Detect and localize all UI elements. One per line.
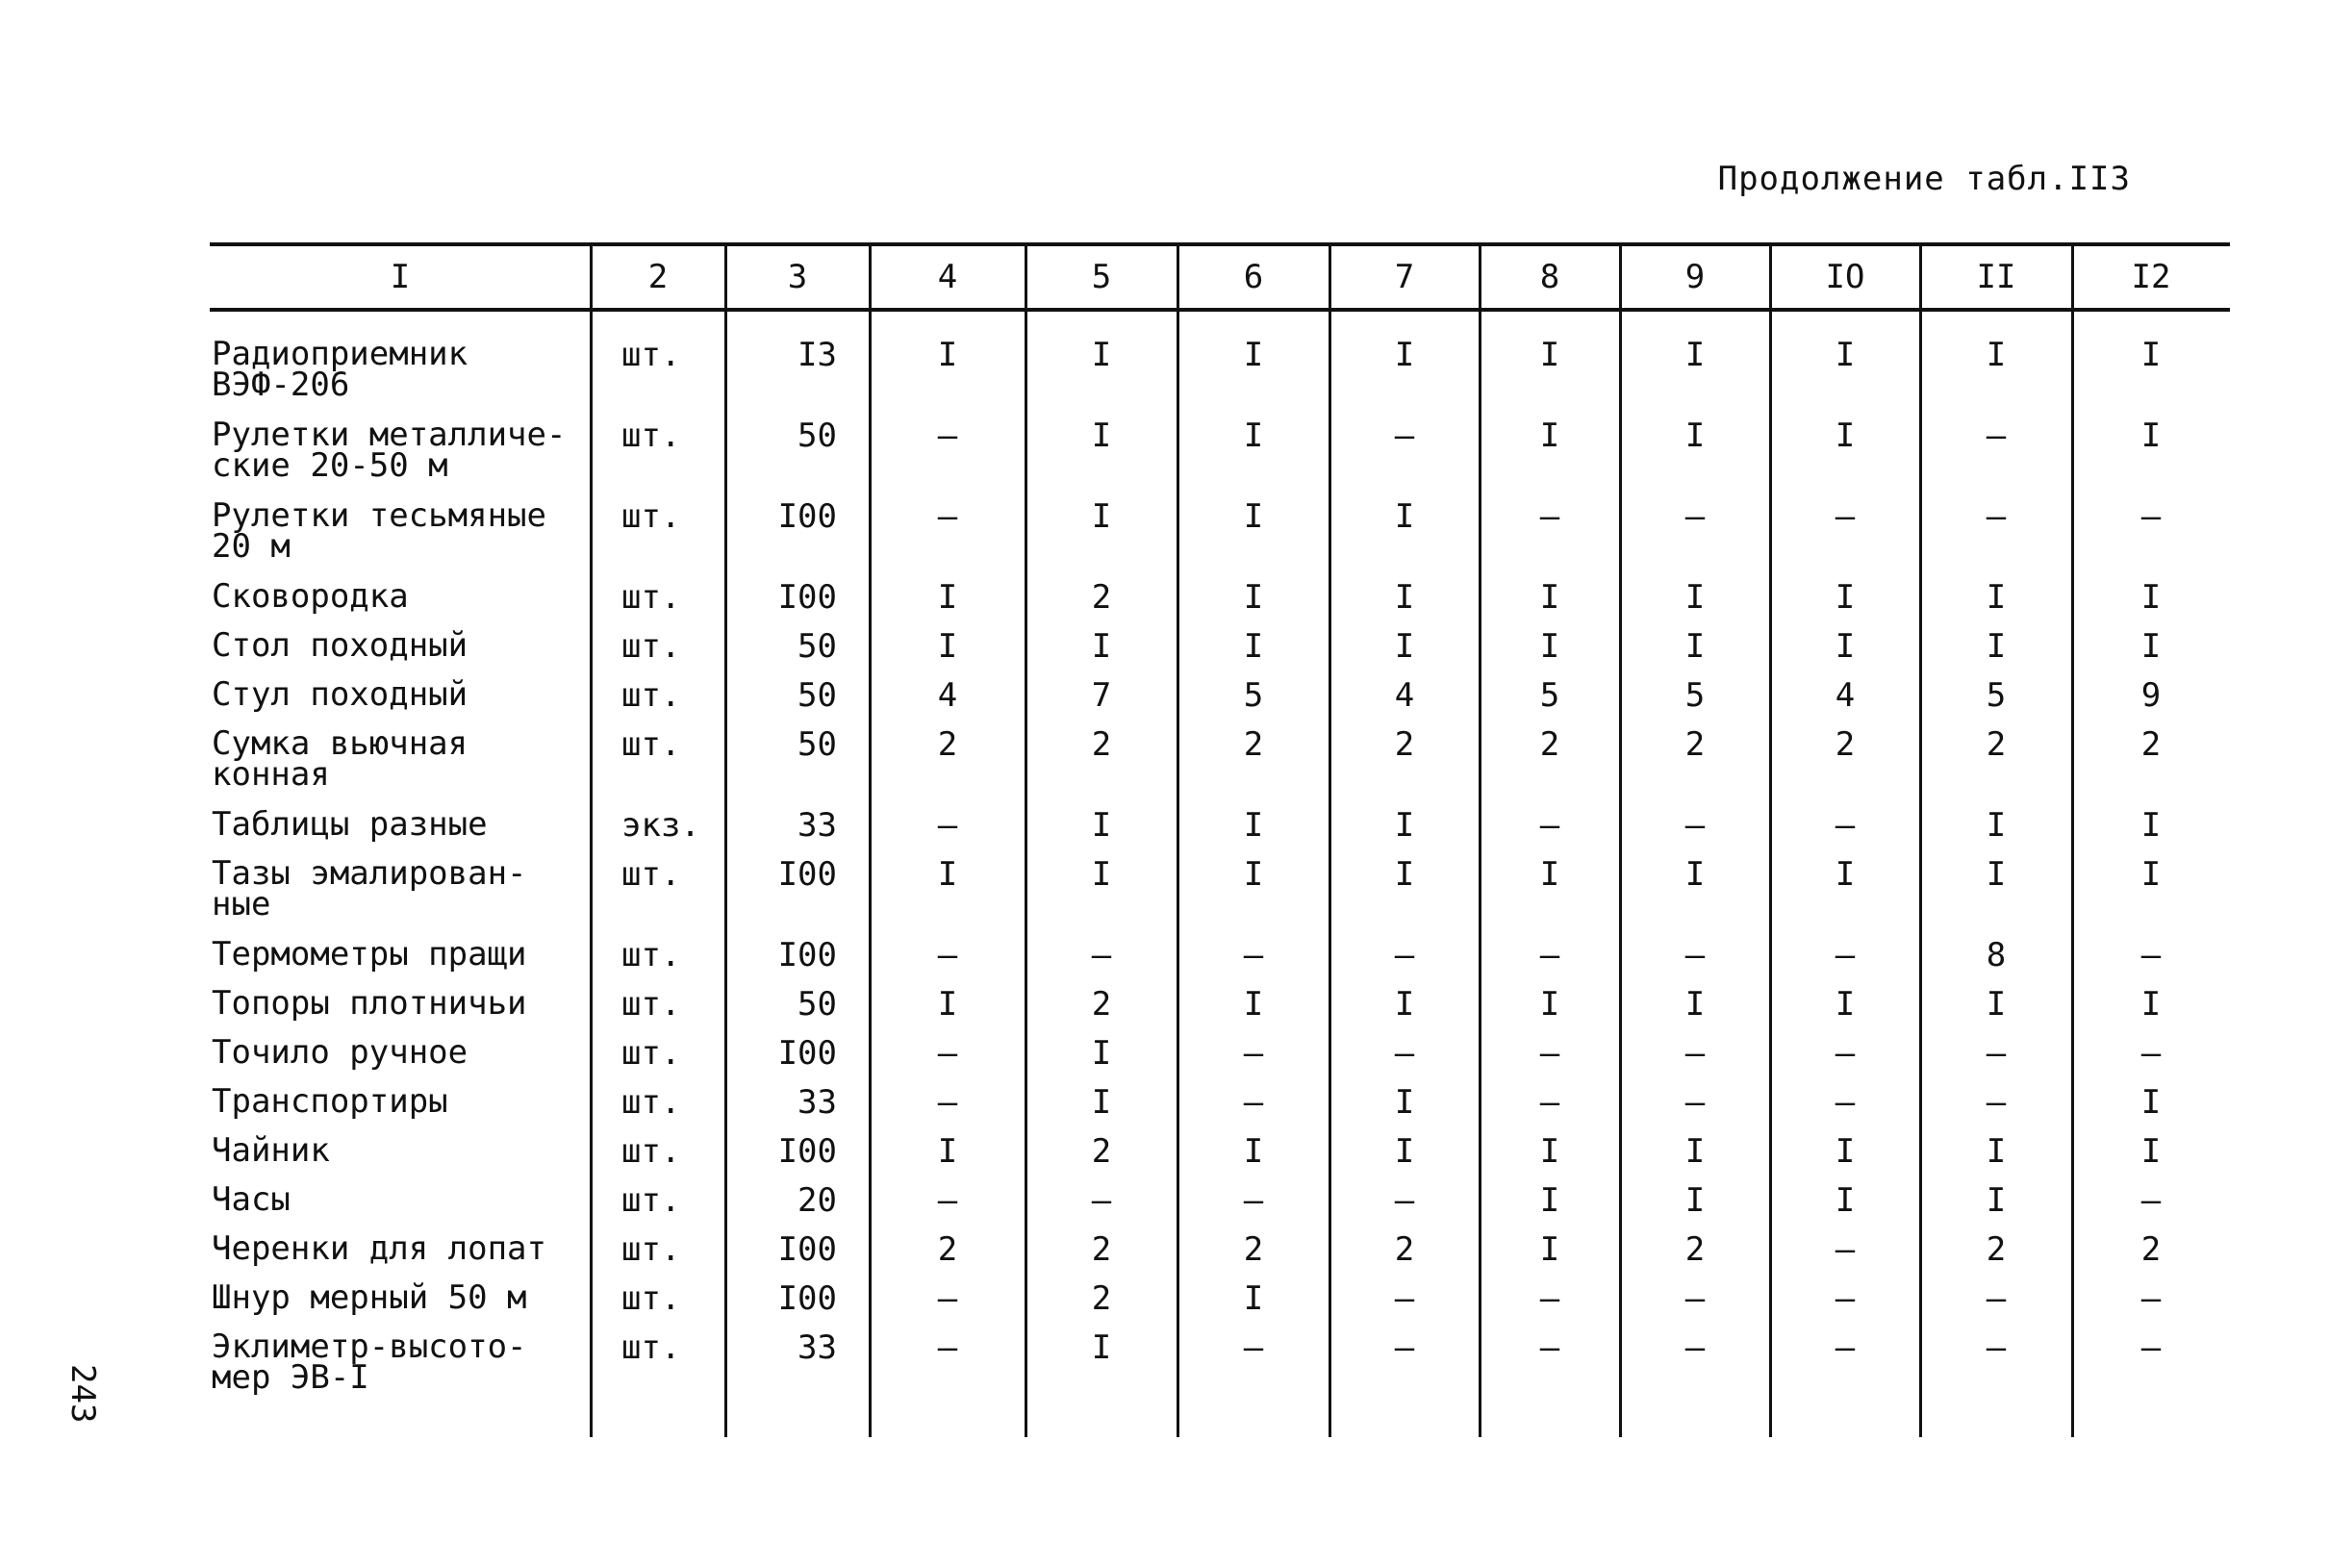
cell-value: I	[2140, 1132, 2162, 1171]
cell-value: 2	[1986, 725, 2007, 764]
cell-value: I	[2140, 855, 2162, 894]
cell-value: I	[1835, 578, 1856, 617]
table-caption: Продолжение табл.II3	[1717, 160, 2131, 198]
cell-value: I00	[777, 936, 837, 974]
cell-value: –	[1835, 1230, 1856, 1269]
cell-value: –	[1243, 1083, 1264, 1122]
item-name: Термометры пращи	[212, 935, 527, 974]
cell-value: I	[937, 985, 958, 1024]
cell-value: I	[1243, 1279, 1264, 1318]
cell-value: 2	[937, 725, 958, 764]
cell-value: I	[1986, 985, 2007, 1024]
cell-value: –	[937, 1328, 958, 1367]
cell-value: –	[1835, 1083, 1856, 1122]
cell-value: I	[937, 627, 958, 666]
cell-value: I	[1684, 417, 1706, 455]
column-header: IO	[1825, 258, 1865, 296]
cell-value: –	[1539, 1083, 1560, 1122]
cell-value: I	[1243, 627, 1264, 666]
cell-value: I00	[777, 578, 837, 617]
cell-value: –	[1539, 936, 1560, 974]
item-name: Чайник	[212, 1131, 330, 1170]
cell-value: I	[1394, 336, 1415, 374]
cell-value: I00	[777, 1230, 837, 1269]
cell-value: 2	[937, 1230, 958, 1269]
cell-value: –	[1986, 1279, 2007, 1318]
cell-value: –	[2140, 497, 2162, 536]
cell-value: 2	[1091, 1279, 1112, 1318]
cell-value: I	[1394, 627, 1415, 666]
cell-value: –	[1986, 1034, 2007, 1073]
cell-value: –	[1539, 806, 1560, 845]
cell-value: –	[1835, 806, 1856, 845]
table-top-rule	[210, 242, 2230, 246]
cell-value: I	[1539, 1132, 1560, 1171]
item-unit: шт.	[621, 936, 681, 974]
cell-value: I	[1986, 806, 2007, 845]
cell-value: –	[1684, 806, 1706, 845]
cell-value: 2	[1684, 1230, 1706, 1269]
cell-value: I	[1091, 497, 1112, 536]
item-unit: шт.	[621, 336, 681, 374]
page-number: 243	[63, 1364, 102, 1424]
cell-value: I	[1091, 417, 1112, 455]
item-unit: экз.	[621, 806, 700, 845]
column-header: 4	[937, 258, 958, 296]
cell-value: –	[1394, 936, 1415, 974]
item-unit: шт.	[621, 1034, 681, 1073]
cell-value: –	[937, 1181, 958, 1220]
cell-value: –	[1243, 936, 1264, 974]
cell-value: 5	[1684, 676, 1706, 715]
cell-value: –	[2140, 936, 2162, 974]
cell-value: 4	[937, 676, 958, 715]
cell-value: –	[2140, 1034, 2162, 1073]
cell-value: I	[1986, 855, 2007, 894]
cell-value: I	[1243, 578, 1264, 617]
cell-value: I	[1243, 985, 1264, 1024]
item-name: Эклиметр-высото- мер ЭВ-I	[212, 1328, 527, 1397]
cell-value: I	[1539, 627, 1560, 666]
cell-value: 2	[1091, 1230, 1112, 1269]
cell-value: –	[1243, 1034, 1264, 1073]
cell-value: –	[1835, 1328, 1856, 1367]
cell-value: 7	[1091, 676, 1112, 715]
item-name: Точило ручное	[212, 1033, 468, 1072]
cell-value: 4	[1835, 676, 1856, 715]
cell-value: –	[2140, 1328, 2162, 1367]
cell-value: I	[1986, 578, 2007, 617]
item-unit: шт.	[621, 627, 681, 666]
cell-value: 4	[1394, 676, 1415, 715]
cell-value: I	[1684, 336, 1706, 374]
cell-value: 2	[1091, 725, 1112, 764]
cell-value: –	[1684, 1328, 1706, 1367]
cell-value: –	[937, 1083, 958, 1122]
cell-value: –	[1835, 497, 1856, 536]
cell-value: I	[1835, 627, 1856, 666]
cell-value: I	[1684, 1132, 1706, 1171]
column-header: 3	[787, 258, 808, 296]
cell-value: –	[1394, 1034, 1415, 1073]
cell-value: 2	[1684, 725, 1706, 764]
column-header: 9	[1684, 258, 1706, 296]
cell-value: I	[1539, 417, 1560, 455]
item-unit: шт.	[621, 676, 681, 715]
cell-value: 5	[1986, 676, 2007, 715]
item-name: Черенки для лопат	[212, 1229, 546, 1268]
cell-value: I	[2140, 985, 2162, 1024]
cell-value: 2	[1835, 725, 1856, 764]
column-divider	[590, 242, 593, 1437]
cell-value: I	[1091, 1328, 1112, 1367]
cell-value: 9	[2140, 676, 2162, 715]
cell-value: I	[1394, 497, 1415, 536]
cell-value: 2	[1243, 1230, 1264, 1269]
cell-value: I	[1684, 578, 1706, 617]
cell-value: –	[2140, 1279, 2162, 1318]
cell-value: I	[1394, 578, 1415, 617]
cell-value: –	[937, 1034, 958, 1073]
cell-value: I	[1394, 1132, 1415, 1171]
cell-value: 50	[797, 725, 837, 764]
cell-value: 2	[1091, 1132, 1112, 1171]
cell-value: I	[1091, 1034, 1112, 1073]
cell-value: I	[937, 1132, 958, 1171]
cell-value: I	[1091, 806, 1112, 845]
item-name: Часы	[212, 1180, 291, 1219]
cell-value: I	[937, 336, 958, 374]
cell-value: –	[1684, 497, 1706, 536]
column-header: 6	[1243, 258, 1264, 296]
column-header: 8	[1539, 258, 1560, 296]
cell-value: –	[1986, 1083, 2007, 1122]
cell-value: –	[937, 806, 958, 845]
item-name: Сковородка	[212, 577, 409, 616]
cell-value: I00	[777, 497, 837, 536]
cell-value: I	[1986, 1181, 2007, 1220]
cell-value: –	[1684, 1083, 1706, 1122]
cell-value: I	[1091, 336, 1112, 374]
cell-value: 2	[1394, 725, 1415, 764]
cell-value: I00	[777, 1034, 837, 1073]
item-name: Шнур мерный 50 м	[212, 1278, 527, 1317]
cell-value: –	[1243, 1328, 1264, 1367]
cell-value: I	[1986, 336, 2007, 374]
cell-value: I	[2140, 578, 2162, 617]
cell-value: I	[1835, 985, 1856, 1024]
cell-value: I	[1986, 627, 2007, 666]
cell-value: –	[1091, 936, 1112, 974]
item-unit: шт.	[621, 417, 681, 455]
item-name: Тазы эмалирован- ные	[212, 854, 527, 923]
cell-value: I	[1243, 417, 1264, 455]
cell-value: –	[1394, 1181, 1415, 1220]
cell-value: 50	[797, 417, 837, 455]
cell-value: 50	[797, 627, 837, 666]
cell-value: I	[1684, 627, 1706, 666]
table-header-rule	[210, 308, 2230, 312]
cell-value: I	[1835, 417, 1856, 455]
item-name: Таблицы разные	[212, 805, 488, 844]
cell-value: I	[1091, 855, 1112, 894]
cell-value: 5	[1539, 676, 1560, 715]
item-name: Стул походный	[212, 675, 468, 714]
cell-value: 8	[1986, 936, 2007, 974]
cell-value: –	[1539, 497, 1560, 536]
cell-value: I	[1835, 1132, 1856, 1171]
cell-value: I	[1243, 1132, 1264, 1171]
cell-value: 2	[1091, 985, 1112, 1024]
cell-value: –	[1684, 936, 1706, 974]
cell-value: I	[1684, 855, 1706, 894]
column-header: I	[390, 258, 411, 296]
cell-value: I	[937, 855, 958, 894]
item-unit: шт.	[621, 1132, 681, 1171]
cell-value: 33	[797, 1328, 837, 1367]
cell-value: I	[1243, 336, 1264, 374]
cell-value: I	[1539, 985, 1560, 1024]
cell-value: I	[1539, 855, 1560, 894]
cell-value: 2	[1986, 1230, 2007, 1269]
column-header: II	[1976, 258, 2016, 296]
item-unit: шт.	[621, 855, 681, 894]
cell-value: –	[1986, 497, 2007, 536]
cell-value: I	[1986, 1132, 2007, 1171]
cell-value: I	[1684, 1181, 1706, 1220]
cell-value: I00	[777, 1279, 837, 1318]
cell-value: 20	[797, 1181, 837, 1220]
item-unit: шт.	[621, 1083, 681, 1122]
cell-value: I	[1539, 1230, 1560, 1269]
item-name: Стол походный	[212, 626, 468, 665]
cell-value: –	[1394, 1279, 1415, 1318]
item-name: Рулетки металличе- ские 20-50 м	[212, 416, 567, 485]
item-unit: шт.	[621, 1230, 681, 1269]
cell-value: –	[937, 1279, 958, 1318]
column-header: I2	[2131, 258, 2171, 296]
cell-value: I	[937, 578, 958, 617]
cell-value: I	[1684, 985, 1706, 1024]
cell-value: –	[1986, 417, 2007, 455]
cell-value: –	[2140, 1181, 2162, 1220]
cell-value: –	[1091, 1181, 1112, 1220]
cell-value: 2	[1091, 578, 1112, 617]
cell-value: –	[1684, 1034, 1706, 1073]
cell-value: I	[1394, 1083, 1415, 1122]
data-table	[210, 242, 2230, 1437]
cell-value: 2	[1394, 1230, 1415, 1269]
cell-value: I	[1243, 855, 1264, 894]
cell-value: –	[1394, 417, 1415, 455]
cell-value: –	[1539, 1034, 1560, 1073]
column-header: 2	[647, 258, 669, 296]
item-unit: шт.	[621, 1181, 681, 1220]
cell-value: –	[1835, 1279, 1856, 1318]
cell-value: I	[1835, 336, 1856, 374]
cell-value: I	[1835, 855, 1856, 894]
cell-value: I	[1539, 1181, 1560, 1220]
cell-value: I	[2140, 336, 2162, 374]
item-unit: шт.	[621, 985, 681, 1024]
cell-value: –	[1539, 1279, 1560, 1318]
cell-value: I	[1243, 806, 1264, 845]
cell-value: 2	[2140, 725, 2162, 764]
cell-value: 5	[1243, 676, 1264, 715]
cell-value: –	[1835, 1034, 1856, 1073]
cell-value: 2	[1539, 725, 1560, 764]
column-header: 5	[1091, 258, 1112, 296]
item-name: Сумка вьючная конная	[212, 724, 468, 794]
cell-value: I	[1835, 1181, 1856, 1220]
cell-value: I	[2140, 1083, 2162, 1122]
cell-value: –	[1539, 1328, 1560, 1367]
column-header: 7	[1394, 258, 1415, 296]
cell-value: 2	[1243, 725, 1264, 764]
cell-value: 50	[797, 676, 837, 715]
cell-value: I3	[797, 336, 837, 374]
cell-value: I	[2140, 417, 2162, 455]
cell-value: –	[937, 497, 958, 536]
item-unit: шт.	[621, 578, 681, 617]
cell-value: I00	[777, 855, 837, 894]
cell-value: 2	[2140, 1230, 2162, 1269]
cell-value: 33	[797, 1083, 837, 1122]
cell-value: –	[1684, 1279, 1706, 1318]
cell-value: I	[2140, 806, 2162, 845]
cell-value: I	[1091, 1083, 1112, 1122]
cell-value: –	[1986, 1328, 2007, 1367]
item-name: Радиоприемник ВЭФ-206	[212, 335, 468, 404]
item-unit: шт.	[621, 1279, 681, 1318]
cell-value: I	[1394, 985, 1415, 1024]
item-unit: шт.	[621, 1328, 681, 1367]
cell-value: I	[1539, 578, 1560, 617]
cell-value: 33	[797, 806, 837, 845]
item-name: Транспортиры	[212, 1082, 448, 1121]
cell-value: I	[1243, 497, 1264, 536]
cell-value: I	[1539, 336, 1560, 374]
item-name: Топоры плотничьи	[212, 984, 527, 1023]
cell-value: I	[2140, 627, 2162, 666]
cell-value: I	[1394, 806, 1415, 845]
cell-value: I00	[777, 1132, 837, 1171]
item-unit: шт.	[621, 725, 681, 764]
cell-value: I	[1394, 855, 1415, 894]
item-unit: шт.	[621, 497, 681, 536]
cell-value: –	[937, 417, 958, 455]
cell-value: I	[1091, 627, 1112, 666]
cell-value: –	[1835, 936, 1856, 974]
cell-value: –	[1243, 1181, 1264, 1220]
cell-value: –	[1394, 1328, 1415, 1367]
cell-value: –	[937, 936, 958, 974]
item-name: Рулетки тесьмяные 20 м	[212, 496, 546, 566]
cell-value: 50	[797, 985, 837, 1024]
